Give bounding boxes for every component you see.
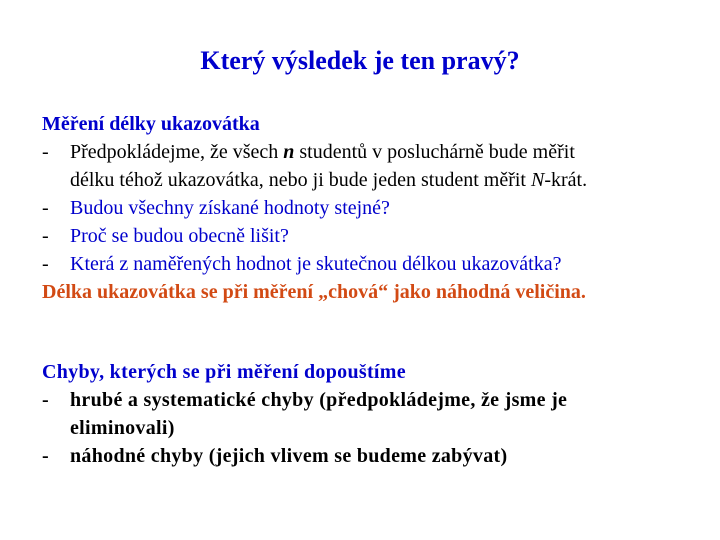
bullet-marker: - [42, 141, 49, 163]
section-heading-measurement: Měření délky ukazovátka [42, 113, 260, 135]
text-fragment: studentů v posluchárně bude měřit [294, 141, 575, 163]
variable-N: N [530, 169, 545, 191]
bullet-text-line [70, 138, 702, 166]
bullet-text: náhodné chyby (jejich vlivem se budeme zabývat) [70, 445, 508, 467]
bullet-marker: - [42, 389, 49, 411]
bullet-item [42, 250, 702, 278]
slide-title: Který výsledek je ten pravý? [200, 46, 520, 75]
text-fragment: délku téhož ukazovátka, nebo ji bude jeden student měřit [70, 169, 531, 191]
bullet-marker: - [42, 197, 49, 219]
bullet-text: Proč se budou obecně lišit? [70, 225, 289, 247]
bullet-text: Budou všechny získané hodnoty stejné? [70, 197, 390, 219]
text-fragment: Předpokládejme, že všech [70, 141, 284, 163]
bullet-marker: - [42, 445, 49, 467]
bullet-marker: - [42, 253, 49, 275]
bullet-text: Která z naměřených hodnot je skutečnou délkou ukazovátka? [70, 253, 562, 275]
variable-n: n [283, 141, 295, 163]
bullet-item [42, 442, 702, 470]
bullet-item [42, 194, 702, 222]
bullet-marker: - [42, 225, 49, 247]
conclusion-text: Délka ukazovátka se při měření „chová“ jako náhodná veličina. [42, 281, 586, 303]
bullet-text-line: hrubé a systematické chyby (předpokládejme, že jsme je [70, 389, 568, 411]
bullet-text-line: eliminovali) [70, 417, 175, 439]
section-errors [42, 358, 702, 470]
text-fragment: -krát. [544, 169, 588, 191]
section-measurement [42, 110, 702, 306]
bullet-item [42, 138, 702, 194]
bullet-item [42, 222, 702, 250]
bullet-text [70, 386, 702, 442]
bullet-item [42, 386, 702, 442]
bullet-text-line [70, 166, 702, 194]
bullet-text [70, 138, 702, 194]
section-heading-errors: Chyby, kterých se při měření dopouštíme [42, 361, 406, 383]
